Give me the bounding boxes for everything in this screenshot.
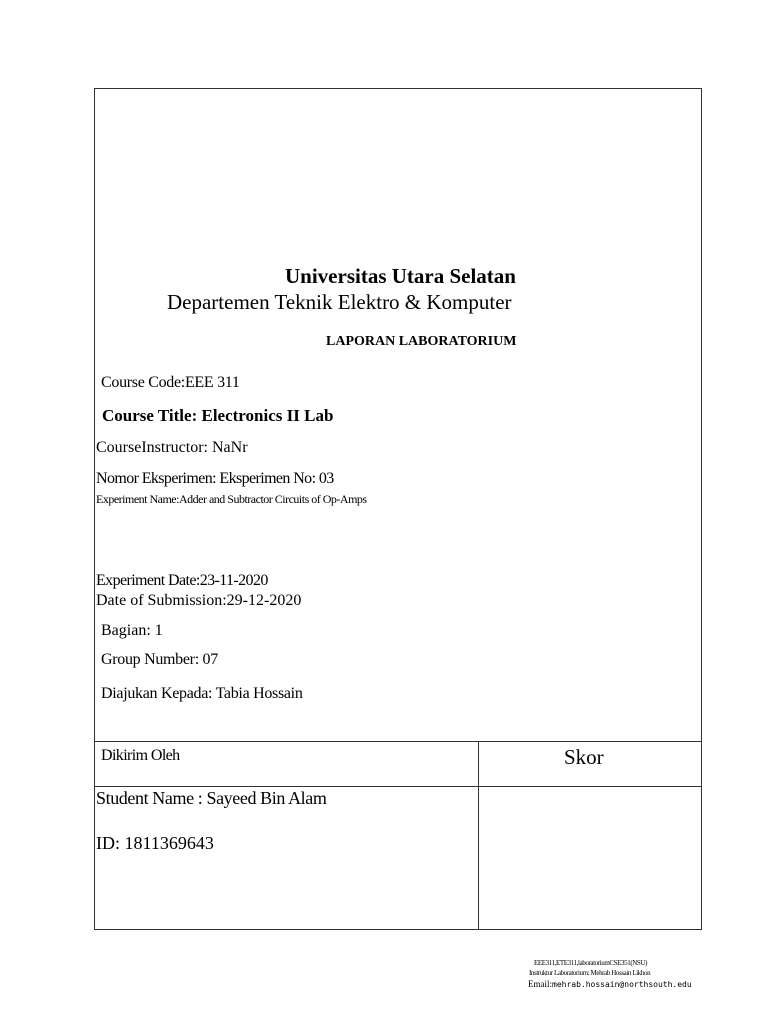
footer-course-line: EEE311,ETE311,laboratoriumCSE351(NSU)	[534, 959, 647, 967]
university-name: Universitas Utara Selatan	[285, 264, 516, 288]
course-instructor: CourseInstructor: NaNr	[96, 439, 248, 456]
footer-instructor-line: Instruktur Laboratorium: Mehrab Hossain Likhon	[529, 969, 651, 977]
department-name: Departemen Teknik Elektro & Komputer	[167, 290, 512, 314]
section-number: Bagian: 1	[101, 622, 163, 639]
score-label: Skor	[564, 745, 604, 769]
experiment-date: Experiment Date:23-11-2020	[96, 572, 268, 589]
footer-email: mehrab.hossain@northsouth.edu	[552, 980, 692, 989]
table-column-divider	[478, 741, 479, 930]
table-top-border	[94, 741, 702, 742]
report-type: LAPORAN LABORATORIUM	[326, 334, 517, 349]
submitted-by-label: Dikirim Oleh	[101, 747, 180, 764]
group-number: Group Number: 07	[101, 651, 218, 668]
submitted-to: Diajukan Kepada: Tabia Hossain	[101, 685, 303, 702]
footer-email-prefix: Email:	[528, 979, 552, 989]
course-code: Course Code:EEE 311	[101, 374, 240, 391]
footer-email-line	[528, 979, 692, 989]
course-title: Course Title: Electronics II Lab	[102, 406, 334, 425]
student-name: Student Name : Sayeed Bin Alam	[96, 788, 327, 808]
student-id: ID: 1811369643	[96, 833, 214, 853]
table-header-divider	[94, 786, 702, 787]
submission-date: Date of Submission:29-12-2020	[96, 592, 302, 609]
experiment-name: Experiment Name:Adder and Subtractor Circuits of Op-Amps	[96, 492, 367, 506]
experiment-number: Nomor Eksperimen: Eksperimen No: 03	[96, 470, 334, 487]
